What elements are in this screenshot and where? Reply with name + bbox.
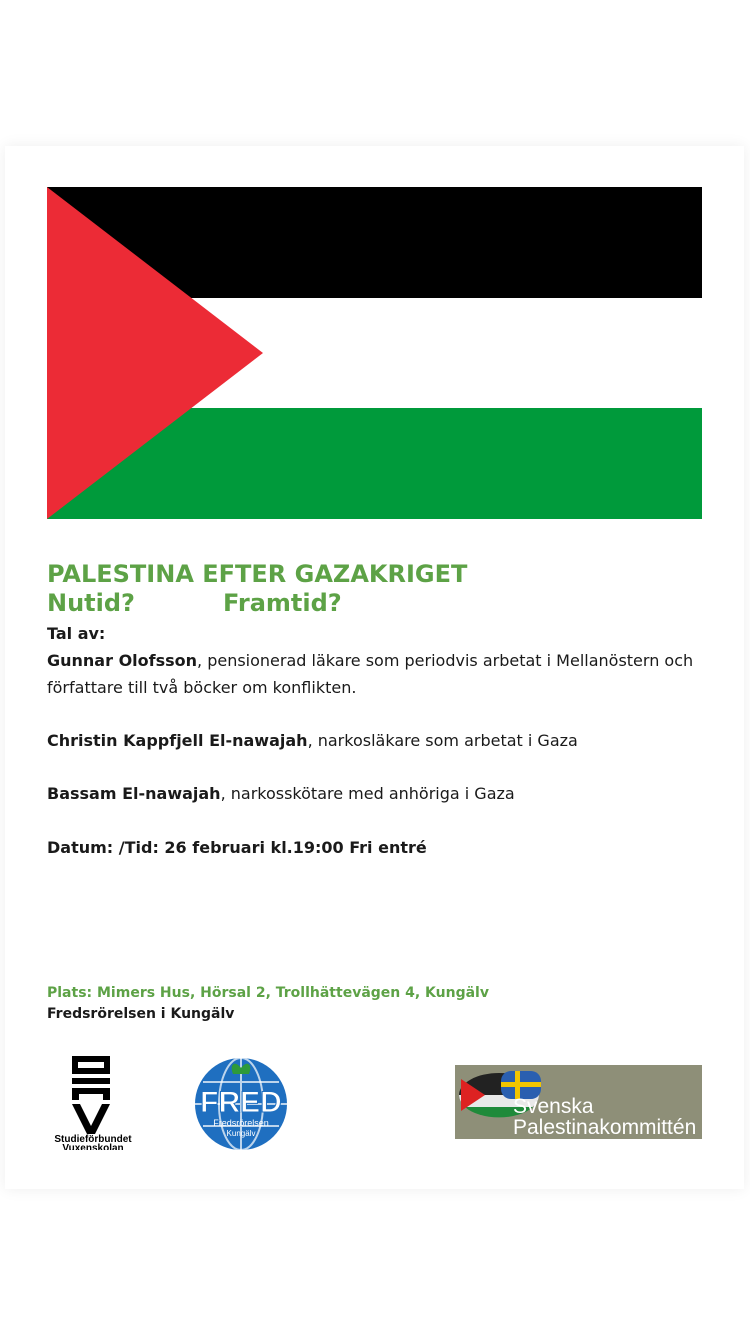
speaker-description: , narkosskötare med anhöriga i Gaza (220, 784, 515, 803)
speaker-item (47, 647, 697, 701)
sv-logo-line1: Studieförbundet (54, 1134, 132, 1145)
sv-logo-line2: Vuxenskolan (62, 1143, 124, 1150)
sv-logo-icon (45, 1054, 141, 1150)
fred-globe-logo-icon (193, 1056, 289, 1152)
event-organizer: Fredsrörelsen i Kungälv (47, 1006, 235, 1022)
fred-logo-text: FRED (200, 1086, 282, 1119)
spk-flag-logo-icon (455, 1065, 702, 1139)
speakers-heading: Tal av: (47, 624, 106, 643)
fred-logo-subtext2: Kungälv (226, 1129, 256, 1138)
fred-logo-subtext: Fredsrörelsen (213, 1118, 269, 1128)
speaker-description: , narkosläkare som arbetat i Gaza (307, 731, 578, 750)
palestine-flag-icon (47, 187, 702, 519)
speaker-description: , pensionerad läkare som periodvis arbetat i Mellanöstern och författare till två böcker om konflikten. (47, 651, 694, 697)
speaker-item (47, 727, 697, 754)
question-now: Nutid? (47, 589, 135, 617)
question-future: Framtid? (223, 589, 342, 617)
speaker-name: Gunnar Olofsson (47, 651, 198, 670)
speaker-name: Christin Kappfjell El-nawajah (47, 731, 308, 750)
event-title: PALESTINA EFTER GAZAKRIGET (47, 560, 468, 588)
event-poster-card (5, 146, 744, 1189)
speaker-item (47, 780, 697, 807)
spk-logo-line2: Palestinakommittén (513, 1116, 697, 1139)
speaker-name: Bassam El-nawajah (47, 784, 221, 803)
event-location: Plats: Mimers Hus, Hörsal 2, Trollhättevägen 4, Kungälv (47, 985, 489, 1001)
event-subtitle (47, 589, 342, 618)
spk-logo-line1: Svenska (513, 1095, 594, 1118)
event-datetime: Datum: /Tid: 26 februari kl.19:00 Fri entré (47, 838, 427, 857)
